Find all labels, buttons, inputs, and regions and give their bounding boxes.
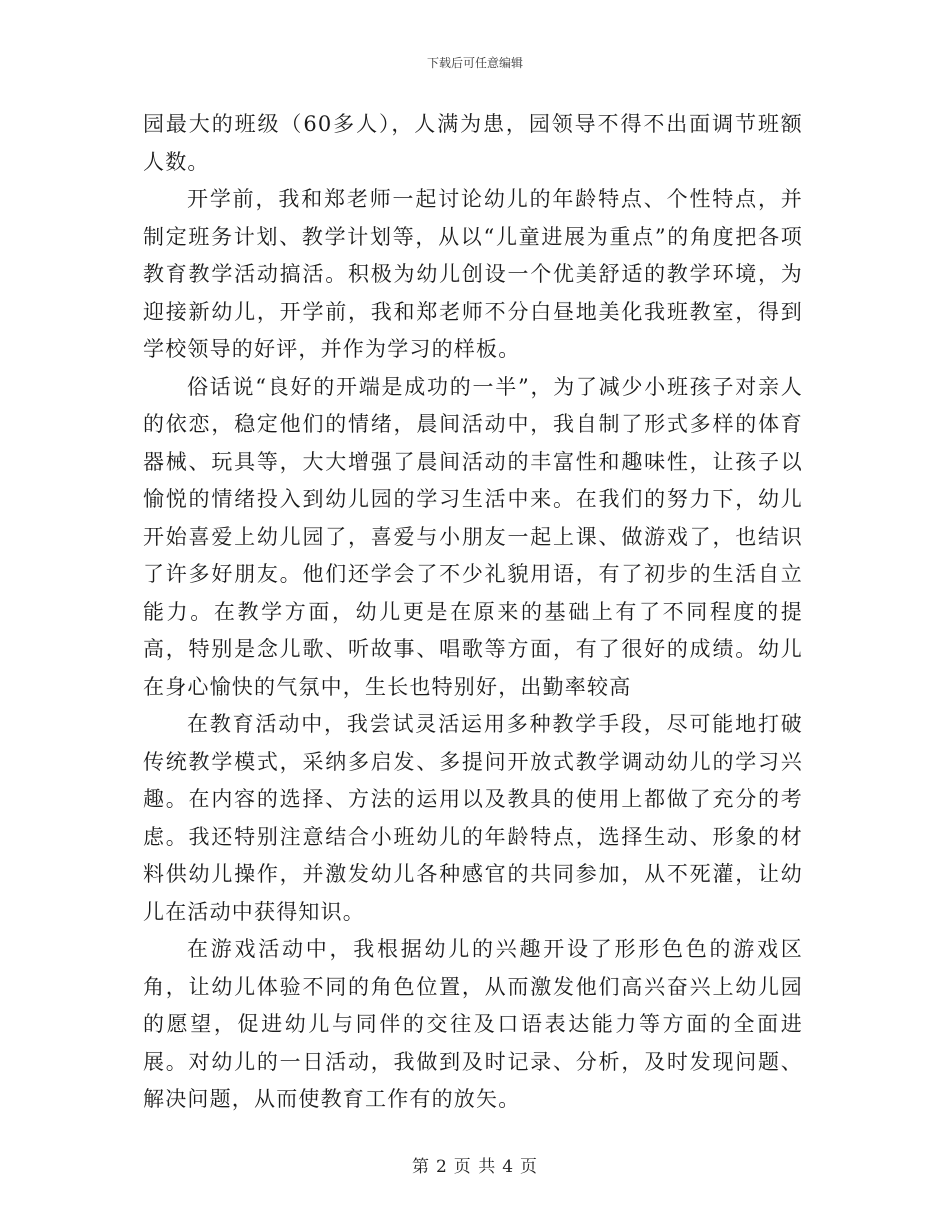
footer-middle: 页 共 — [453, 1157, 497, 1177]
total-page-count: 4 — [502, 1157, 515, 1177]
paragraph: 在教育活动中，我尝试灵活运用多种教学手段，尽可能地打破传统教学模式，采纳多启发、多提问开放式教学调动幼儿的学习兴趣。在内容的选择、方法的运用以及教具的使用上都做了充分的考虑。我还特别注意结合小班幼儿的年龄特点，选择生动、形象的材料供幼儿操作，并激发幼儿各种感官的共同参加，从不死灌，让幼儿在活动中获得知识。 — [143, 712, 803, 924]
paragraph-continued: 园最大的班级（60多人），人满为患，园领导不得不出面调节班额人数。 — [143, 112, 803, 174]
paragraph: 俗话说“良好的开端是成功的一半”，为了减少小班孩子对亲人的依恋，稳定他们的情绪，晨间活动中，我自制了形式多样的体育器械、玩具等，大大增强了晨间活动的丰富性和趣味性，让孩子以愉悦的情绪投入到幼儿园的学习生活中来。在我们的努力下，幼儿开始喜爱上幼儿园了，喜爱与小朋友一起上课、做游戏了，也结识了许多好朋友。他们还学会了不少礼貌用语，有了初步的生活自立能力。在教学方面，幼儿更是在原来的基础上有了不同程度的提高，特别是念儿歌、听故事、唱歌等方面，有了很好的成绩。幼儿在身心愉快的气氛中，生长也特别好，出勤率较高 — [143, 374, 803, 699]
footer-suffix: 页 — [520, 1157, 539, 1177]
page-footer — [0, 1152, 950, 1177]
paragraph: 在游戏活动中，我根据幼儿的兴趣开设了形形色色的游戏区角，让幼儿体验不同的角色位置，从而激发他们高兴奋兴上幼儿园的愿望，促进幼儿与同伴的交往及口语表达能力等方面的全面进展。对幼儿的一日活动，我做到及时记录、分析，及时发现问题、解决问题，从而使教育工作有的放矢。 — [143, 937, 803, 1111]
document-body — [143, 106, 803, 1119]
current-page-number: 2 — [435, 1157, 448, 1177]
page-header: 下载后可任意编辑 — [426, 56, 523, 70]
paragraph: 开学前，我和郑老师一起讨论幼儿的年龄特点、个性特点，并制定班务计划、教学计划等，从以“儿童进展为重点”的角度把各项教育教学活动搞活。积极为幼儿创设一个优美舒适的教学环境，为迎接新幼儿，开学前，我和郑老师不分白昼地美化我班教室，得到学校领导的好评，并作为学习的样板。 — [143, 187, 803, 361]
footer-prefix: 第 — [411, 1157, 430, 1177]
